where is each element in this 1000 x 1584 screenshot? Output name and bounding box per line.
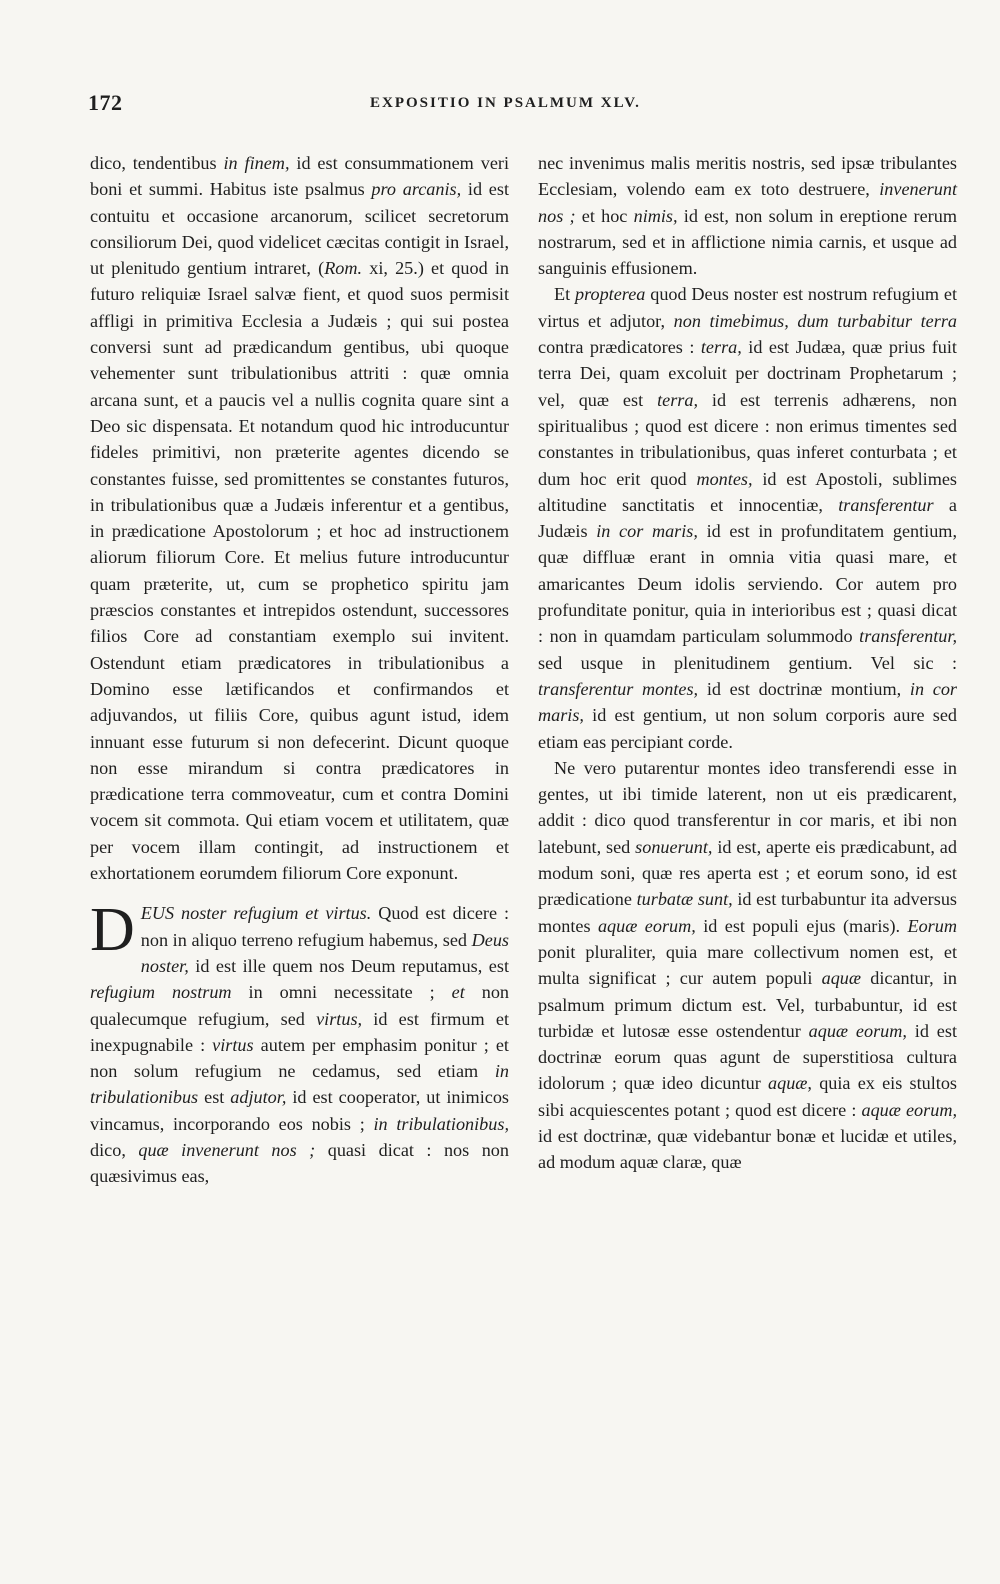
text-segment: nec invenimus malis meritis nostris, sed ipsæ tribulantes Ecclesiam, volendo eam ex toto destruere, <box>538 153 957 200</box>
text-segment: id est in profunditatem gentium, quæ diffluæ erant in omnia vitia quasi mare, et amaricantes Deum idolis serviendo. Cor autem pro profunditate ponitur, quia in interioribus est ; quasi dicat : non in quamdam particulam solummodo <box>538 521 957 647</box>
text-segment: id est doctrinæ montium, <box>698 678 910 699</box>
italic-text-segment: transferentur <box>838 494 934 515</box>
text-segment: xi, 25.) et quod in futuro reliquiæ Israel salvæ fient, et quod suos permisit affligi in primitiva Ecclesia a Judæis ; qui sui postea conversi sunt ad prædicandum gentibus, ubi quoque vehementer sunt tribulationibus attriti : quæ omnia arcana sunt, et a paucis vel a nullis cognita quare sint a Deo sic dispensata. Et notandum quod hic introducuntur fideles primitivi, non præterite agentes dicendo se constantes fuisse, sed promittentes se constantes futuros, in tribulationibus quæ a Judæis inferentur et a gentibus, in prædicatione Apostolorum ; et hoc ad instructionem aliorum filiorum Core. Et melius future introducuntur quam præterite, ut, cum se prophetico spiritu jam præscios constantes et intrepidos ostendunt, successores filios Core ad constantiam exemplo sui invitent. Ostendunt etiam prædicatores in tribulationibus a Domino esse lætificandos et confirmandos et adjuvandos, ut filiis Core, quibus agunt istud, idem innuant esse futurum si non defecerint. Dicunt quoque non esse mirandum si contra prædicatores in prædicatione terra commoveatur, cum et contra Domini vocem sit commota. Qui etiam vocem et utilitatem, quæ per vocem illam contingit, ad instructionem et exhortationem eorumdem filiorum Core exponunt. <box>90 258 509 884</box>
text-segment: est <box>198 1087 231 1108</box>
italic-text-segment: virtus, <box>316 1008 363 1029</box>
commentary-paragraph <box>90 150 509 886</box>
text-segment: quasi dicat : nos non quæsivimus eas, <box>90 1139 509 1187</box>
italic-text-segment: Deus noster, <box>140 929 509 976</box>
left-column <box>90 150 509 1190</box>
italic-text-segment: Eorum <box>907 915 957 936</box>
italic-text-segment: adjutor, <box>230 1087 287 1108</box>
text-segment: id est ille quem nos Deum reputamus, est <box>188 955 509 976</box>
text-segment: id est turbabuntur ita adversus montes <box>538 889 957 936</box>
italic-text-segment: Rom. <box>324 258 363 279</box>
text-segment: autem per emphasim ponitur ; et non solum refugium ne cedamus, sed etiam <box>90 1034 509 1082</box>
italic-text-segment: terra, <box>657 389 698 410</box>
italic-text-segment: et <box>451 982 465 1003</box>
text-segment: id est, non solum in ereptione rerum nostrarum, sed et in afflictione nimia carnis, et usque ad sanguinis effusionem. <box>538 205 957 279</box>
italic-text-segment: non timebimus, dum turbabitur terra <box>673 310 958 331</box>
text-segment: non qualecumque refugium, sed <box>90 982 510 1029</box>
psalm-verse-section <box>90 896 510 1189</box>
italic-text-segment: aquæ eorum, <box>861 1099 957 1120</box>
italic-text-segment: in cor maris, <box>596 521 698 542</box>
italic-text-segment: aquæ <box>821 968 862 989</box>
text-segment: id est cooperator, ut inimicos vincamus, incorporando eos nobis ; <box>90 1087 509 1134</box>
italic-text-segment: aquæ eorum, <box>808 1020 907 1041</box>
text-segment: id est gentium, ut non solum corporis aure sed etiam eas percipiant corde. <box>538 705 957 752</box>
commentary-paragraph <box>538 281 957 754</box>
commentary-paragraph <box>538 150 957 281</box>
italic-text-segment: in finem, <box>223 153 290 173</box>
italic-text-segment: aquæ, <box>768 1073 812 1094</box>
text-segment: in omni necessitate ; <box>231 982 452 1003</box>
text-segment: id est doctrinæ eorum quas agunt de superstitiosa cultura idolorum ; quæ ideo dicuntur <box>538 1020 957 1094</box>
italic-text-segment: invenerunt nos ; <box>538 179 957 226</box>
text-segment: et hoc <box>575 205 634 226</box>
text-segment: ponit pluraliter, quia mare collectivum nomen est, et multa significat ; cur autem populi <box>538 941 957 989</box>
italic-text-segment: refugium nostrum <box>90 982 232 1003</box>
text-segment: id est, aperte eis prædicabunt, ad modum soni, quæ res aperta est ; et eorum sono, id est prædicatione <box>538 836 957 910</box>
text-segment: id est terrenis adhærens, non spiritualibus ; quod est dicere : non erimus timentes sed constantes in tribulationibus, quas inferet conturbata ; et dum hoc erit quod <box>538 389 957 489</box>
text-segment: quia ex eis stultos sibi acquiescentes potant ; quod est dicere : <box>538 1073 957 1120</box>
italic-text-segment: EUS noster refugium et virtus. <box>140 903 372 924</box>
text-segment: id est consummationem veri boni et summi. Habitus iste psalmus <box>90 153 509 200</box>
text-segment: Et <box>554 284 575 305</box>
italic-text-segment: in cor maris, <box>538 678 957 726</box>
text-segment: dico, <box>90 1139 139 1160</box>
commentary-paragraph <box>538 755 957 1176</box>
text-segment: id est firmum et inexpugnabile : <box>90 1008 510 1055</box>
text-segment: dico, tendentibus <box>90 153 224 173</box>
text-segment: id est Judæa, quæ prius fuit terra Dei, quam excoluit per doctrinam Prophetarum ; vel, quæ est <box>538 337 957 410</box>
italic-text-segment: turbatæ sunt, <box>636 889 733 910</box>
italic-text-segment: montes, <box>696 468 753 489</box>
italic-text-segment: terra, <box>700 337 742 358</box>
text-segment: id est populi ejus (maris). <box>695 915 908 936</box>
running-title: EXPOSITIO IN PSALMUM XLV. <box>370 95 641 111</box>
italic-text-segment: transferentur, <box>859 626 957 647</box>
italic-text-segment: transferentur montes, <box>538 678 699 699</box>
italic-text-segment: quæ invenerunt nos ; <box>138 1139 316 1160</box>
text-segment: id est Apostoli, sublimes altitudine sanctitatis et innocentiæ, <box>538 468 957 515</box>
page-number: 172 <box>88 90 123 115</box>
italic-text-segment: propterea <box>575 284 646 305</box>
text-segment: quod Deus noster est nostrum refugium et virtus et adjutor, <box>538 284 957 331</box>
text-segment: a Judæis <box>538 494 957 542</box>
text-segment: contra prædicatores : <box>538 337 701 358</box>
text-segment: sed usque in plenitudinem gentium. Vel sic : <box>538 652 957 673</box>
italic-text-segment: pro arcanis, <box>371 179 462 200</box>
text-segment: dicantur, in psalmum primum dictum est. Vel, turbabuntur, id est turbidæ et lutosæ esse ostendentur <box>538 968 957 1041</box>
text-segment: id est contuitu et occasione arcanorum, scilicet secretorum consiliorum Dei, quod videlicet cæcitas contigit in Israel, ut plenitudo gentium intraret, ( <box>90 179 509 279</box>
italic-text-segment: aquæ eorum, <box>597 915 696 936</box>
italic-text-segment: nimis, <box>633 205 678 226</box>
text-segment: id est doctrinæ, quæ videbantur bonæ et lucidæ et utiles, ad modum aquæ claræ, quæ <box>538 1125 957 1173</box>
drop-cap: D <box>90 896 135 965</box>
italic-text-segment: sonuerunt, <box>635 836 713 857</box>
text-segment: Ne vero putarentur montes ideo transferendi esse in gentes, ut ibi timide laterent, non ut eis prædicarent, addit : dico quod transferentur in cor maris, et ibi non latebunt, sed <box>538 757 957 857</box>
text-segment: Quod est dicere : non in aliquo terreno refugium habemus, sed <box>140 903 509 950</box>
italic-text-segment: virtus <box>212 1034 254 1055</box>
verse-commentary-paragraph <box>90 896 510 1189</box>
italic-text-segment: in tribulationibus, <box>373 1113 509 1134</box>
right-column <box>538 150 957 1176</box>
italic-text-segment: in tribulationibus <box>90 1061 509 1108</box>
verse-text <box>90 896 510 1187</box>
